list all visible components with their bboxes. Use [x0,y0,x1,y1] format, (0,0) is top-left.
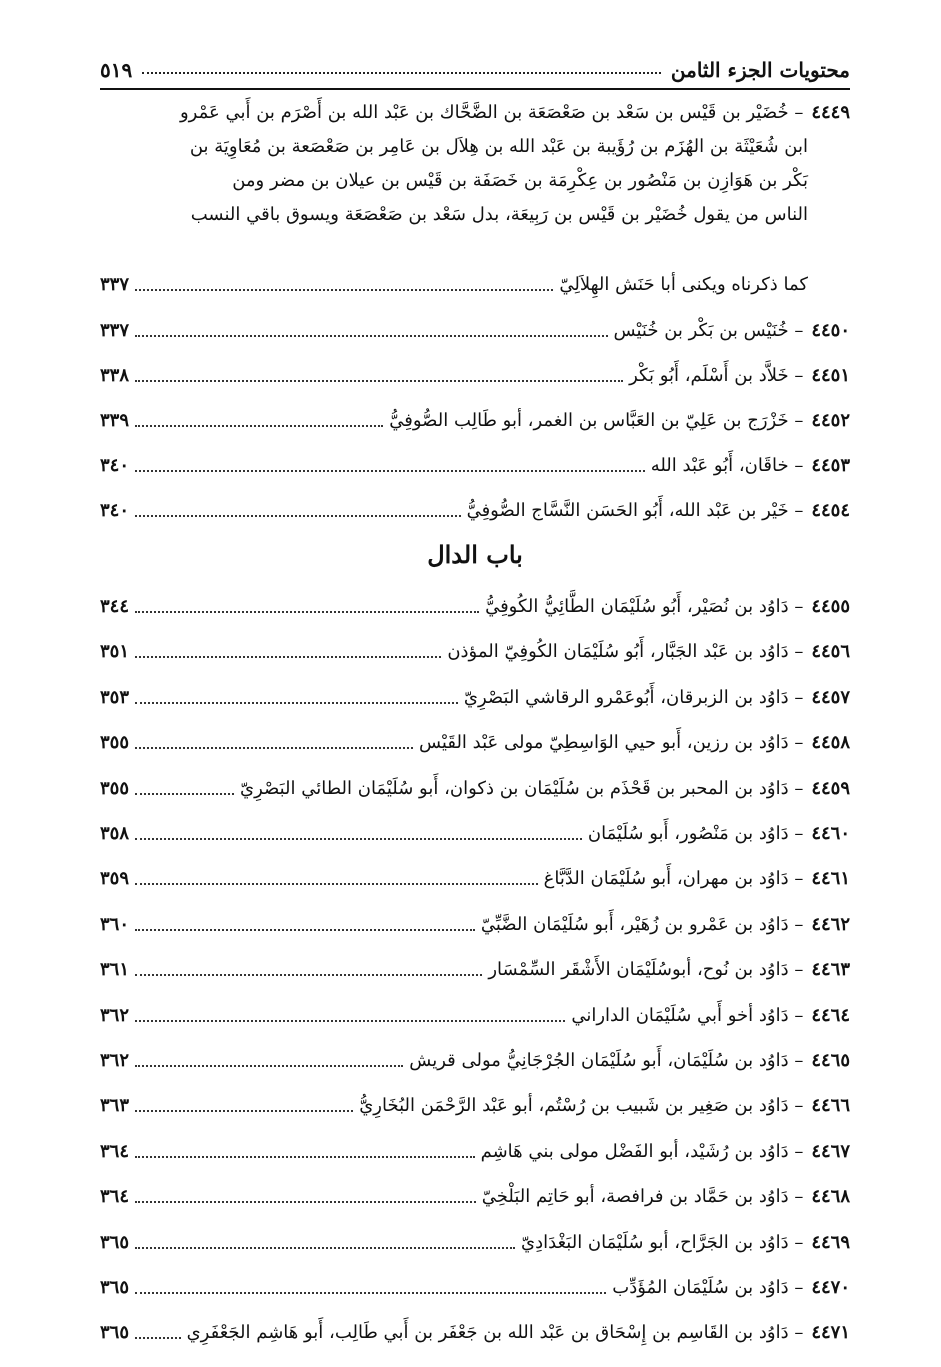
entry-text: – دَاوُد بن الجَرَّاح، أبو سُلَيْمَان البَغْدَادِيّ [521,1231,804,1253]
entry-number: ٤٤٥٣ [811,455,850,476]
toc-entry [100,406,850,436]
header-page-number: ٥١٩ [100,58,133,82]
entry-number: ٤٤٧١ [811,1322,850,1344]
toc-entry [100,1001,850,1031]
entry-text-line-2: ابن شُعَيْثَة بن الهُزَم بن رُؤَيبة بن عَبْد الله بن هِلاَل بن عَامِر بن صَعْصَعة بن مُعَاوِيَة بن [189,136,808,157]
entry-text: – دَاوُد بن نُصَيْر، أَبُو سُلَيْمَان الطَّائِيُّ الكُوفِيُّ [485,596,804,617]
toc-entry [100,451,850,481]
entry-text: – خُنَيْس بن بَكْر بن خُنَيْس [613,320,804,341]
dot-leader [135,425,383,427]
toc-entry [100,728,850,758]
dot-leader [135,929,475,931]
dot-leader [135,1337,181,1339]
dot-leader [135,838,582,840]
entry-number: ٤٤٥٥ [811,596,850,617]
toc-entry [100,683,850,713]
dot-leader [135,1110,353,1112]
entry-number: ٤٤٥٢ [811,410,850,431]
dot-leader [135,793,234,795]
dot-leader [135,611,479,613]
entry-number: ٤٤٦٣ [811,959,850,981]
entry-text: – دَاوُد بن الزبرقان، أَبُوعَمْرو الرقاشي البَصْرِيّ [463,686,804,708]
dot-leader [135,289,553,291]
entry-page-number: ٣٦٢ [100,1004,130,1026]
dot-leader [135,1247,515,1249]
dot-leader [135,515,461,517]
toc-entry [100,637,850,667]
toc-entry [100,316,850,346]
entry-number: ٤٤٦٢ [811,913,850,935]
dot-leader [135,1156,475,1158]
entry-text: – دَاوُد بن سُلَيْمَان المُؤَدِّب [612,1277,804,1298]
entry-text: – دَاوُد بن المحبر بن قَحْذَم بن سُلَيْمَان بن ذكوان، أَبو سُلَيْمَان الطائي البَصْرِيّ [240,777,804,799]
entry-text: – دَاوُد بن حَمَّاد بن فرافصة، أبو حَاتِم البَلْخِيّ [481,1186,804,1208]
entry-number: ٤٤٦٧ [811,1140,850,1162]
entry-number: ٤٤٤٩ [811,102,850,123]
entry-page-number: ٣٦٥ [100,1277,130,1298]
entry-number: ٤٤٥٧ [811,686,850,708]
dot-leader [135,1065,403,1067]
entry-page-number: ٣٦٤ [100,1140,130,1162]
entry-number: ٤٤٥٤ [811,500,850,521]
entry-page-number: ٣٤٠ [100,500,130,521]
entry-text: – خَزْرَج بن عَلِيّ بن العَبَّاس بن الغمر، أبو طَالِب الصُّوفِيُّ [389,410,804,431]
section-title: باب الدال [427,540,523,569]
entry-page-number: ٣٥٨ [100,823,130,844]
toc-entry-4449-last-line [100,270,850,300]
dot-leader [135,1201,476,1203]
entry-text-line-4: الناس من يقول خُضَيْر بن قَيْس بن رَبِيعَة، بدل سَعْد بن صَعْصَعَة ويسوق باقي النسب [190,204,808,225]
entry-page-number: ٣٤٤ [100,596,130,617]
dot-leader [135,380,623,382]
toc-entry [100,592,850,622]
entry-number: ٤٤٦٨ [811,1186,850,1208]
dot-leader [135,702,458,704]
entry-text: – دَاوُد بن عَبْد الجَبَّار، أَبُو سُلَيْمَان الكُوفِيّ المؤذن [447,641,804,663]
entry-text-line-5: كما ذكرناه ويكنى أبا حَنَش الهِلاَلِيّ [559,274,808,295]
dot-leader [135,656,441,658]
entry-line [100,96,850,130]
dot-leader [135,1020,565,1022]
dot-leader [135,974,482,976]
entry-page-number: ٣٦٥ [100,1322,130,1344]
toc-entry [100,1137,850,1167]
toc-entry [100,1228,850,1258]
entry-number: ٤٤٦١ [811,868,850,890]
entry-page-number: ٣٥١ [100,641,130,663]
entry-text: – خَلاَّد بن أَسْلَم، أَبُو بَكْر [629,365,804,386]
header-title: محتويات الجزء الثامن [670,58,850,82]
toc-entry [100,910,850,940]
entry-text: – دَاوُد بن مَنْصُور، أَبو سُلَيْمَان [587,823,804,844]
entry-number: ٤٤٥٨ [811,732,850,754]
toc-entry [100,955,850,985]
toc-entry [100,864,850,894]
entry-number: ٤٤٦٠ [811,823,850,844]
entry-text: – دَاوُد بن مهران، أَبو سُلَيْمَان الدَّبَّاغ [543,868,804,890]
entry-text: – دَاوُد بن عَمْرو بن زُهَيْر، أَبو سُلَيْمَان الضَّبِّيّ [480,913,804,935]
entry-text: – دَاوُد بن القَاسِم بن إِسْحَاق بن عَبْد الله بن جَعْفَر بن أَبي طَالِب، أَبو هَاشِم الجَعْفَرِي [186,1322,804,1344]
entry-text: – دَاوُد بن صَغِير بن شَبيب بن رُسْتُم، أبو عَبْد الرَّحْمَن البُخَارِيُّ [359,1095,804,1117]
entry-page-number: ٣٣٨ [100,365,130,386]
toc-entry [100,819,850,849]
entry-text: – خاقَان، أَبُو عَبْد الله [650,455,804,476]
entry-page-number: ٣٦١ [100,959,130,981]
entry-text: – خَيْر بن عَبْد الله، أَبُو الحَسَن النَّسَّاج الصُّوفِيُّ [466,500,804,521]
toc-entry [100,774,850,804]
toc-entry [100,1091,850,1121]
toc-entry [100,1273,850,1303]
toc-entry-4449 [100,96,850,232]
dot-leader [135,1292,606,1294]
entry-text: – دَاوُد بن رُشَيْد، أبو الفَضْل مولى بني هَاشِم [480,1140,804,1162]
dot-leader [135,883,538,885]
entry-text: – دَاوُد أخو أَبي سُلَيْمَان الداراني [571,1004,804,1026]
entry-text-line-3: بَكْر بن هَوَازِن بن مَنْصُور بن عِكْرِمَة بن خَصَفَة بن قَيْس بن عيلان بن مضر ومن [232,170,808,191]
toc-entry [100,361,850,391]
entry-page-number: ٣٥٥ [100,777,130,799]
entry-number: ٤٤٥١ [811,365,850,386]
page-header [100,48,850,82]
dot-leader [135,335,608,337]
entry-number: ٤٤٦٥ [811,1050,850,1071]
toc-entry [100,1182,850,1212]
entry-text: – دَاوُد بن سُلَيْمَان، أَبو سُلَيْمَان الجُرْجَانِيُّ مولى قريش [409,1050,804,1071]
entry-page-number: ٣٣٧ [100,320,130,341]
entry-number: ٤٤٦٦ [811,1095,850,1117]
entry-text: – دَاوُد بن رزين، أَبو حيي الوَاسِطِيّ مولى عَبْد القَيْس [418,732,804,754]
entry-number: ٤٤٧٠ [811,1277,850,1298]
dot-leader [135,747,413,749]
toc-page [100,40,850,1360]
dot-leader [135,470,645,472]
entry-number: ٤٤٥٩ [811,777,850,799]
toc-entry [100,1318,850,1348]
entry-number: ٤٤٥٦ [811,641,850,663]
entry-page-number: ٣٣٩ [100,410,130,431]
header-leader [142,72,661,74]
entry-page-number: ٣٦٤ [100,1186,130,1208]
entry-page-number: ٣٦٣ [100,1095,130,1117]
entry-page-number: ٣٦٥ [100,1231,130,1253]
entry-number: ٤٤٦٤ [811,1004,850,1026]
entry-number: ٤٤٦٩ [811,1231,850,1253]
entry-page-number: ٣٥٥ [100,732,130,754]
header-rule [100,88,850,90]
entry-text: – دَاوُد بن نُوح، أبوسُلَيْمَان الأَشْقَر السِّمْسَار [488,959,804,981]
entry-page-number: ٣٤٠ [100,455,130,476]
entry-page-number: ٣٦٠ [100,913,130,935]
toc-entry [100,1046,850,1076]
entry-page-number: ٣٥٩ [100,868,130,890]
entry-number: ٤٤٥٠ [811,320,850,341]
entry-page-number: ٣٦٢ [100,1050,130,1071]
entry-text-line-1: – خُضَيْر بن قَيْس بن سَعْد بن صَعْصَعَة بن الضَّحَّاك بن عَبْد الله بن أَصْرَم بن أَبي عَمْرو [179,102,804,123]
entry-page-number: ٣٥٣ [100,686,130,708]
toc-entry [100,496,850,526]
entry-page-number: ٣٣٧ [100,274,130,295]
